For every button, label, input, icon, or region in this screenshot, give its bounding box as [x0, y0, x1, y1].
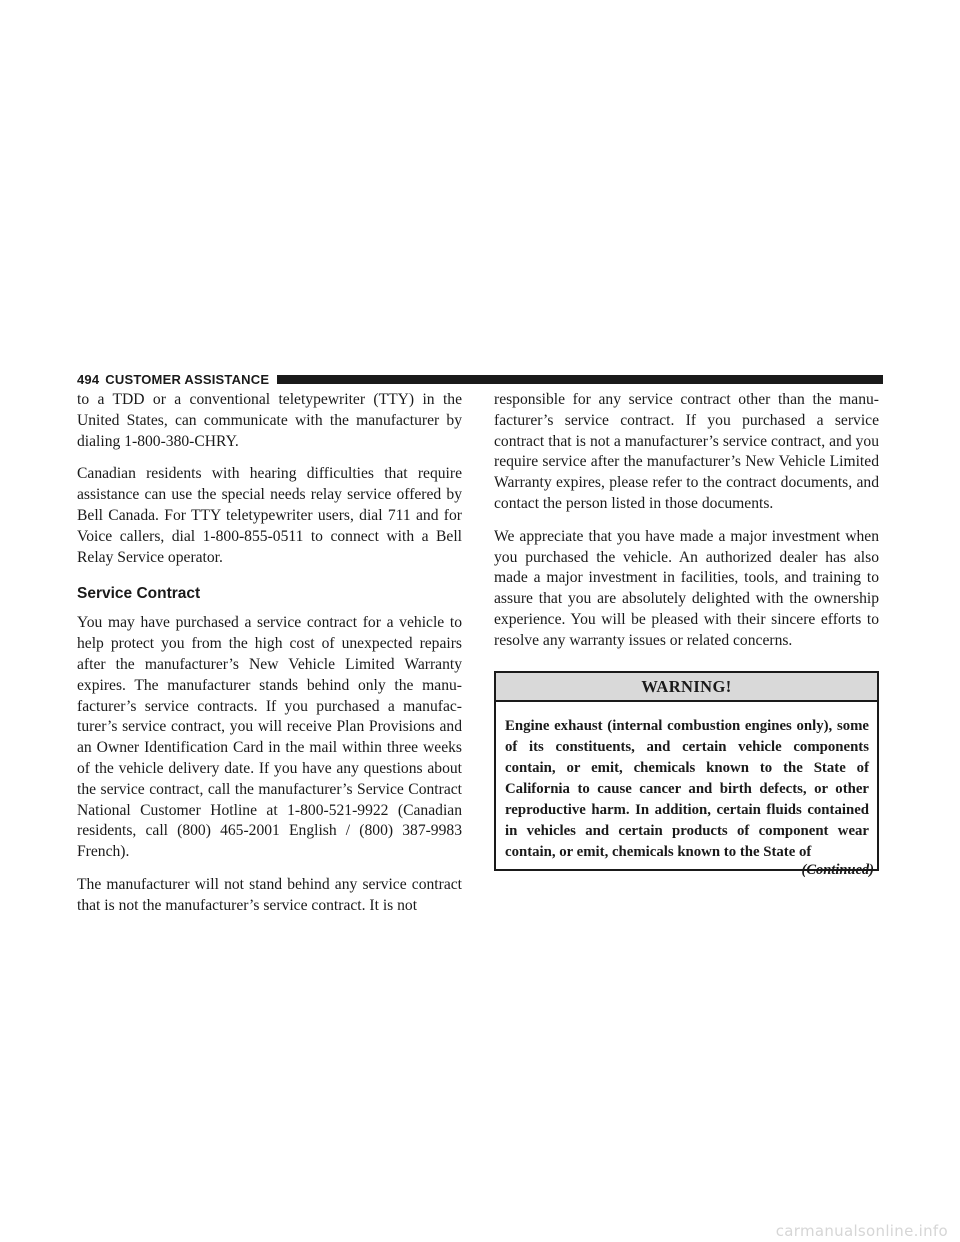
- left-column: [77, 390, 462, 929]
- paragraph-service-contract: You may have purchased a service contract for a vehicle to help protect you from the high cost of unexpected repairs after the manufacturer’s New Vehicle Limited Warranty expires. The manufacturer stands behind only the manufacturer’s service contracts. If you purchased a manufacturer’s service contract, you will receive Plan Provisions and an Owner Identification Card in the mail within three weeks of the vehicle delivery date. If you have any questions about the service contract, call the manufacturer’s Service Contract National Customer Hotline at 1-800-521-9922 (Canadian residents, call (800) 465-2001 English / (800) 387-9983 French).: [77, 614, 462, 861]
- continued-label: (Continued): [801, 862, 874, 878]
- paragraph-manufacturer-stand: The manufacturer will not stand behind any service contract that is not the manufacturer’s service contract. It is not: [77, 875, 462, 914]
- page-header: [77, 371, 883, 387]
- warning-title: WARNING!: [496, 673, 877, 702]
- right-column: [494, 390, 879, 871]
- paragraph-responsible: responsible for any service contract other than the manufacturer’s service contract. If you purchased a service contract that is not a manufacturer’s service contract, and you require service after the manufacturer’s New Vehicle Limited Warranty expires, please refer to the contract documents, and contact the person listed in those documents.: [494, 391, 879, 512]
- section-title: CUSTOMER ASSISTANCE: [105, 371, 270, 387]
- page-number: 494: [77, 371, 100, 387]
- header-rule: [277, 375, 883, 384]
- warning-text: Engine exhaust (internal combustion engines only), some of its constituents, and certain vehicle components contain, or emit, chemicals known to the State of California to cause cancer and birth defects, or other reproductive harm. In addition, certain fluids contained in vehicles and certain products of component wear contain, or emit, chemicals known to the State of: [505, 717, 869, 860]
- watermark: [0, 1222, 960, 1242]
- paragraph-tdd: to a TDD or a conventional teletypewriter (TTY) in the United States, can communicate with the manufacturer by dialing 1-800-380-CHRY.: [77, 391, 462, 450]
- warning-box: [494, 671, 879, 871]
- watermark-text: carmanualsonline.info: [775, 1222, 948, 1240]
- paragraph-investment: We appreciate that you have made a major investment when you purchased the vehicle. An authorized dealer has also made a major investment in facilities, tools, and training to assure that you are absolutely delighted with the ownership experience. You will be pleased with their sincere efforts to resolve any warranty issues or related concerns.: [494, 527, 879, 649]
- service-contract-heading: Service Contract: [77, 585, 201, 603]
- paragraph-canadian-residents: Canadian residents with hearing difficulties that require assistance can use the special needs relay service offered by Bell Canada. For TTY teletypewriter users, dial 711 and for Voice callers, dial 1-800-855-0511 to connect with a Bell Relay Service operator.: [77, 465, 462, 566]
